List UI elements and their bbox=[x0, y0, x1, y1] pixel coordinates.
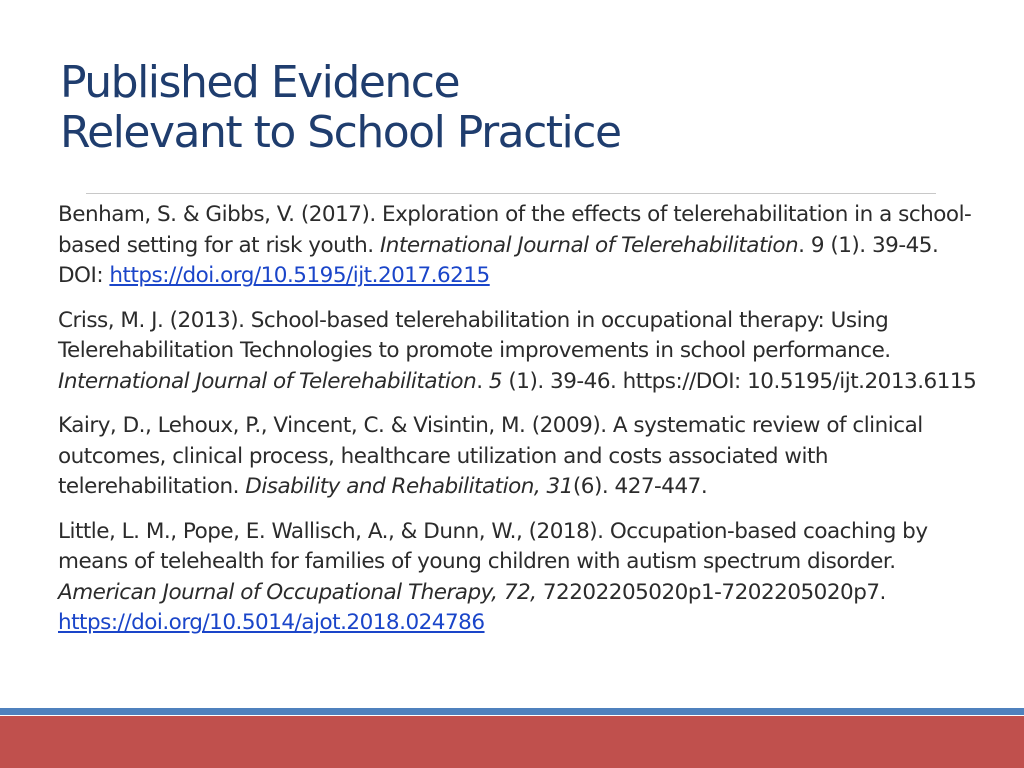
reference-benham bbox=[58, 200, 988, 292]
reference-little bbox=[58, 517, 988, 639]
reference-details: 72202205020p1-7202205020p7. bbox=[536, 579, 886, 605]
reference-criss bbox=[58, 306, 988, 398]
reference-text: Little, L. M., Pope, E. Wallisch, A., & Dunn, W., (2018). Occupation-based coaching by means of telehealth for families of young children with autism spectrum disorder. bbox=[58, 518, 928, 574]
footer-band-red bbox=[0, 716, 1024, 768]
journal-title: Disability and Rehabilitation, 31 bbox=[245, 474, 573, 499]
footer-band-blue bbox=[0, 708, 1024, 715]
journal-title: International Journal of Telerehabilitation bbox=[58, 368, 477, 394]
journal-volume: 5 bbox=[488, 368, 503, 394]
reference-list bbox=[58, 200, 988, 653]
reference-details: . 9 (1). 39-45. DOI: bbox=[58, 232, 939, 288]
slide-title-line-1: Published Evidence bbox=[60, 57, 460, 108]
reference-details: (1). 39-46. https://DOI: 10.5195/ijt.2013.6115 bbox=[502, 368, 977, 394]
journal-title: American Journal of Occupational Therapy, 72, bbox=[58, 579, 537, 605]
slide-title bbox=[60, 58, 621, 158]
journal-title: International Journal of Telerehabilitation bbox=[379, 232, 799, 258]
title-divider bbox=[86, 193, 936, 194]
reference-separator: . bbox=[476, 368, 489, 394]
reference-text: Criss, M. J. (2013). School-based telerehabilitation in occupational therapy: Using Telerehabilitation Technologies to promote improvements in school performance. bbox=[58, 307, 891, 363]
reference-text: Benham, S. & Gibbs, V. (2017). Exploration of the effects of telerehabilitation in a school-based setting for at risk youth. bbox=[58, 202, 972, 258]
doi-link[interactable]: https://doi.org/10.5014/ajot.2018.024786 bbox=[58, 610, 485, 635]
doi-link[interactable]: https://doi.org/10.5195/ijt.2017.6215 bbox=[109, 263, 490, 288]
reference-details: (6). 427-447. bbox=[572, 474, 708, 499]
slide-title-line-2: Relevant to School Practice bbox=[60, 107, 621, 158]
reference-text: Kairy, D., Lehoux, P., Vincent, C. & Visintin, M. (2009). A systematic review of clinical outcomes, clinical process, healthcare utilization and costs associated with telerehabilitation. bbox=[58, 413, 923, 499]
reference-kairy bbox=[58, 411, 988, 503]
